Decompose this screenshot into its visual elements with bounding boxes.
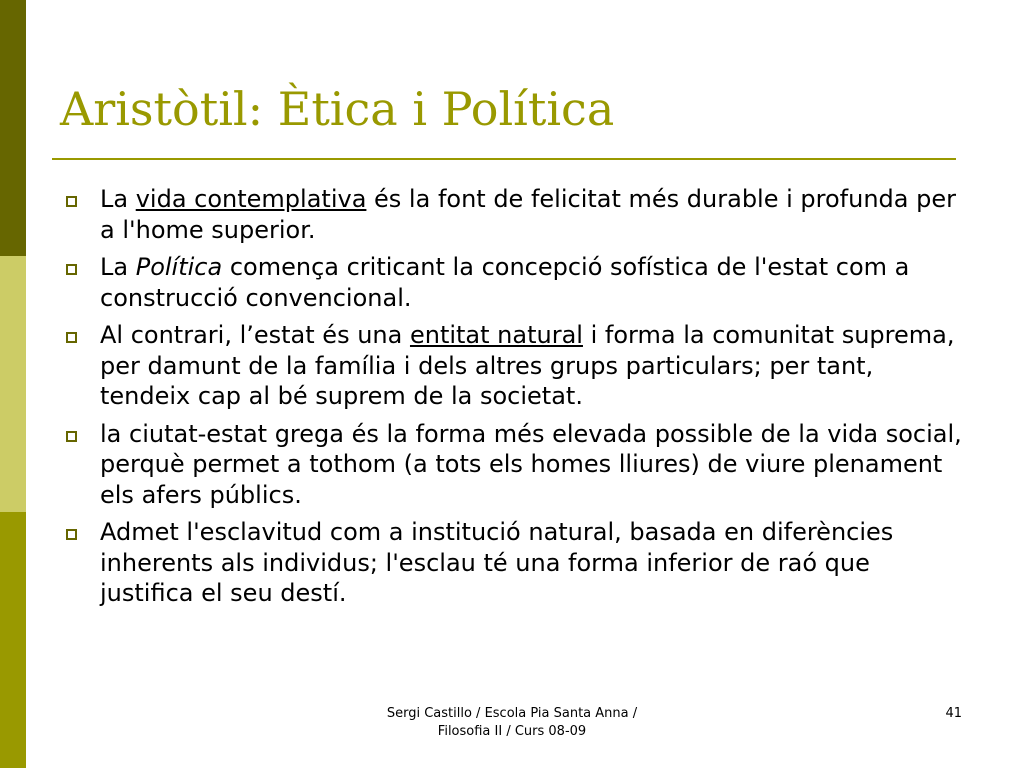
bullet-text: La bbox=[100, 253, 136, 281]
square-bullet-icon bbox=[66, 431, 77, 442]
underlined-term: vida contemplativa bbox=[135, 185, 367, 213]
italic-term: Política bbox=[135, 253, 223, 281]
bullet-text: i forma la comunitat suprema, per damunt de la família i dels altres grups particulars; per tant, tendeix cap al bé suprem de la societat. bbox=[100, 321, 955, 410]
square-bullet-icon bbox=[66, 264, 77, 275]
title-divider bbox=[52, 158, 956, 160]
bullet-text: Al contrari, l’estat és una bbox=[100, 321, 410, 349]
underlined-term: entitat natural bbox=[409, 321, 583, 349]
square-bullet-icon bbox=[66, 196, 77, 207]
sidebar-band-medium bbox=[0, 512, 26, 768]
sidebar-decoration bbox=[0, 0, 26, 768]
bullet-item bbox=[62, 320, 962, 412]
bullet-item bbox=[62, 419, 962, 511]
bullet-item bbox=[62, 184, 962, 245]
bullet-list bbox=[62, 184, 962, 616]
page-number: 41 bbox=[945, 706, 962, 721]
square-bullet-icon bbox=[66, 332, 77, 343]
bullet-text: la ciutat-estat grega és la forma més elevada possible de la vida social, perquè permet a tothom (a tots els homes lliures) de viure plenament els afers públics. bbox=[100, 419, 962, 509]
bullet-text: Admet l'esclavitud com a institució natural, basada en diferències inherents als individus; l'esclau té una forma inferior de raó que justifica el seu destí. bbox=[100, 518, 894, 607]
slide-footer bbox=[352, 705, 672, 741]
bullet-text: comença criticant la concepció sofística de l'estat com a construcció convencional. bbox=[100, 253, 910, 312]
bullet-text: és la font de felicitat més durable i profunda per a l'home superior. bbox=[100, 185, 956, 244]
footer-line: Filosofia II / Curs 08-09 bbox=[437, 724, 587, 739]
bullet-item bbox=[62, 517, 962, 609]
bullet-text: La bbox=[100, 185, 136, 213]
footer-line: Sergi Castillo / Escola Pia Santa Anna / bbox=[386, 706, 638, 721]
sidebar-band-dark bbox=[0, 0, 26, 256]
bullet-item bbox=[62, 252, 962, 313]
sidebar-band-light bbox=[0, 256, 26, 512]
slide-title: Aristòtil: Ètica i Política bbox=[60, 82, 615, 136]
square-bullet-icon bbox=[66, 529, 77, 540]
